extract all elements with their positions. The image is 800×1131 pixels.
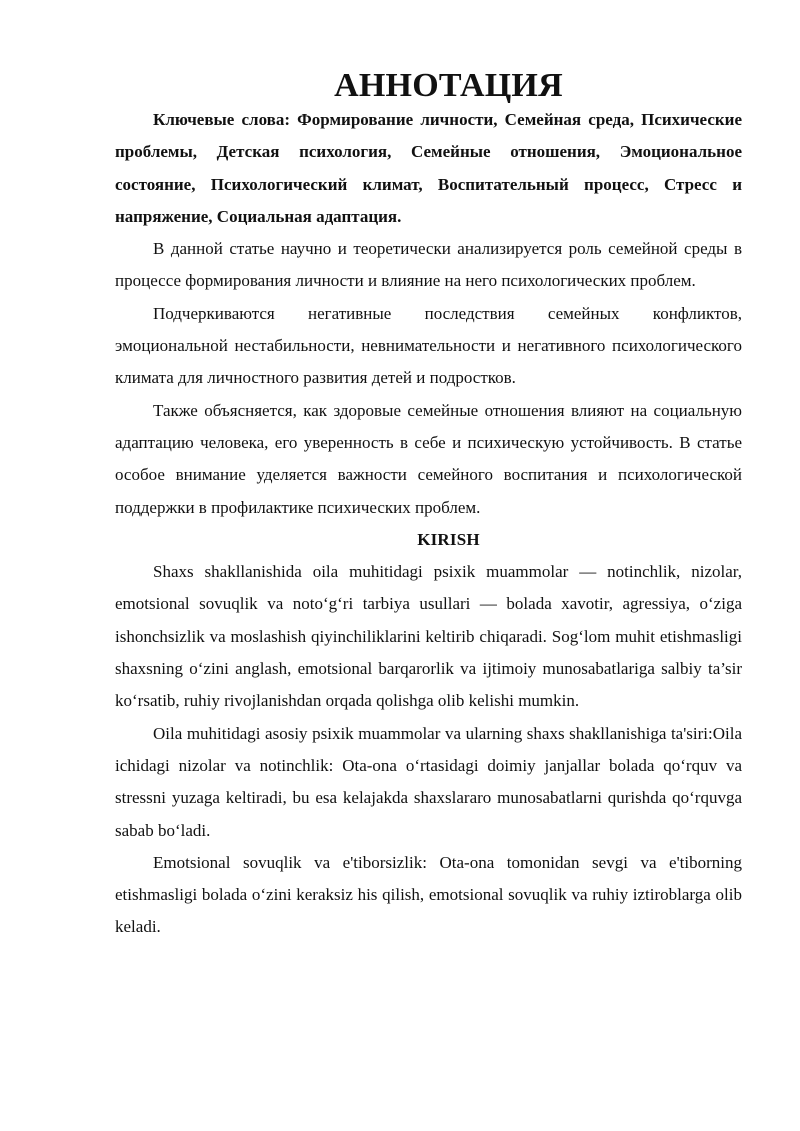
introduction-paragraph: Shaxs shakllanishida oila muhitidagi psixik muammolar — notinchlik, nizolar, emotsional sovuqlik va noto‘g‘ri tarbiya usullari — bolada xavotir, agressiya, o‘ziga ishonchsizlik va moslashish qiyinchiliklarini keltirib chiqaradi. Sog‘lom muhit etishmasligi shaxsning o‘zini anglash, emotsional barqarorlik va ijtimoiy munosabatlariga salbiy ta’sir ko‘rsatib, ruhiy rivojlanishdan orqada qolishga olib kelishi mumkin. bbox=[115, 562, 742, 711]
introduction-paragraph: Oila muhitidagi asosiy psixik muammolar va ularning shaxs shakllanishiga ta'siri:Oila ichidagi nizolar va notinchlik: Ota-ona o‘rtasidagi doimiy janjallar bolada qo‘rquv va stressni yuzaga keltiradi, bu esa kelajakda shaxslararo munosabatlarni qurishda qo‘rquvga sabab bo‘ladi. bbox=[115, 723, 742, 840]
document-page bbox=[115, 67, 742, 944]
introduction-heading: KIRISH bbox=[417, 529, 480, 549]
annotation-paragraph: Также объясняется, как здоровые семейные отношения влияют на социальную адаптацию человека, его уверенность в себе и психическую устойчивость. В статье особое внимание уделяется важности семейного воспитания и психологической поддержки в профилактике психических проблем. bbox=[115, 400, 742, 517]
introduction-paragraph: Emotsional sovuqlik va e'tiborsizlik: Ota-ona tomonidan sevgi va e'tiborning etishmasligi bolada o‘zini keraksiz his qilish, emotsional sovuqlik va ruhiy iztiroblarga olib keladi. bbox=[115, 852, 742, 937]
keywords-paragraph: Ключевые слова: Формирование личности, Семейная среда, Психические проблемы, Детская психология, Семейные отношения, Эмоциональное состояние, Психологический климат, Воспитательный процесс, Стресс и напряжение, Социальная адаптация. bbox=[115, 110, 742, 226]
annotation-paragraph: В данной статье научно и теоретически анализируется роль семейной среды в процессе формирования личности и влияние на него психологических проблем. bbox=[115, 239, 742, 291]
annotation-heading: АННОТАЦИЯ bbox=[334, 67, 563, 104]
annotation-paragraph: Подчеркиваются негативные последствия семейных конфликтов, эмоциональной нестабильности, невнимательности и негативного психологического климата для личностного развития детей и подростков. bbox=[115, 303, 742, 388]
